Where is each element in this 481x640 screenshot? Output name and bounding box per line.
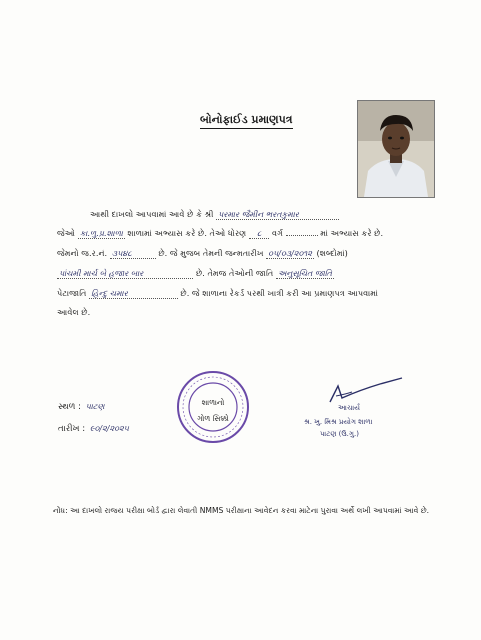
- line2-class-label: વર્ગ: [271, 228, 284, 238]
- line5-prefix: પેટાજાતિ: [57, 288, 87, 298]
- place-row: [58, 402, 106, 412]
- school-stamp-line-1: શ્ર. ખુ. મિશ્ર પ્રયોગ શાળા: [304, 418, 373, 426]
- seal-text-bottom: ગોળ સિક્કો: [197, 414, 229, 423]
- certificate-line-1: [90, 209, 339, 220]
- certificate-line-3: [57, 248, 348, 259]
- gr-number-field: ૩૫૪૮: [110, 249, 156, 259]
- school-seal: [176, 370, 250, 444]
- line1-prefix: આથી દાખલો આપવામાં આવે છે કે શ્રી: [90, 209, 214, 219]
- line3-mid: છે. જે મુજબ તેમની જન્મતારીખ: [158, 248, 264, 258]
- school-name-field: કા.ળુ.પ્ર.શાળા: [79, 229, 123, 238]
- principal-signature-block: [300, 376, 410, 446]
- signature-icon: [300, 376, 410, 406]
- student-name-field: પરમાર જૈમીન ભરતકુમાર: [216, 210, 339, 220]
- certificate-line-4: [57, 268, 334, 279]
- place-label: સ્થળ :: [58, 402, 81, 412]
- date-label: તારીખ :: [58, 424, 86, 434]
- subcaste-field: હિન્દુ ચમાર: [89, 289, 178, 299]
- line3-prefix: જેમનો જ.ર.નં.: [57, 248, 108, 258]
- certificate-line-6: [57, 307, 90, 318]
- line5-suffix: છે. જે શાળાના રેકર્ડ પરથી ખાત્રી કરી આ પ્રમાણપત્ર આપવામાં: [180, 288, 379, 298]
- birth-date-field: ૦૫/૦૩/૨૦૧૨: [268, 249, 312, 258]
- school-stamp-line-2: પાટણ (ઉ.ગુ.): [320, 430, 359, 438]
- line2-prefix: જેઓ: [57, 228, 76, 238]
- date-row: [58, 424, 131, 434]
- footer-note: નોંધ: આ દાખલો રાજય પરીક્ષા બોર્ડ દ્વારા લેવાતી NMMS પરીક્ષાના આવેદન કરવા માટેના પુરાવા અર્થે લખી આપવામાં આવે છે.: [53, 506, 430, 515]
- date-value: ૯૦/૨/૨૦૨૫: [89, 424, 129, 433]
- caste-field: અનુસૂચિત જાતિ: [277, 269, 332, 278]
- line2-suffix: માં અભ્યાસ કરે છે.: [320, 228, 384, 238]
- certificate-line-5: [57, 288, 378, 299]
- certificate-line-2: [57, 228, 383, 239]
- place-value: પાટણ: [85, 402, 105, 411]
- line4-mid: છે. તેમજ તેઓની જાતિ: [195, 268, 274, 278]
- student-photo: [357, 100, 435, 198]
- class-field: [286, 235, 318, 236]
- student-photo-image: [358, 101, 434, 197]
- seal-text-top: શાળાનો: [201, 398, 225, 407]
- line3-suffix: (શબ્દોમાં): [316, 248, 348, 258]
- principal-title: આચાર્ય: [338, 404, 360, 412]
- line2-mid: શાળામાં અભ્યાસ કરે છે. તેઓ ધોરણ: [127, 228, 247, 238]
- line6-text: આવેલ છે.: [57, 307, 91, 317]
- birth-date-words-field: પાંચમી માર્ચ બે હજાર બાર: [57, 269, 193, 279]
- certificate-title: બોનોફાઈડ પ્રમાણપત્ર: [200, 113, 293, 129]
- standard-field: ૮: [249, 229, 269, 239]
